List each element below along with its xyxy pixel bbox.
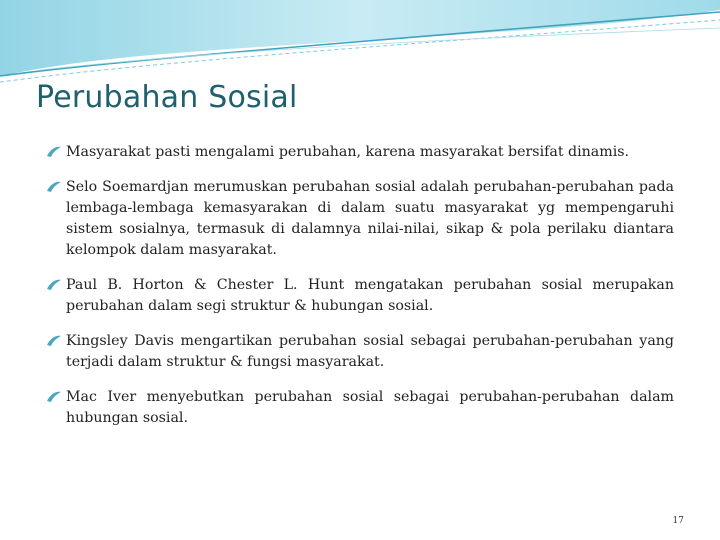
- bullet-item: [46, 331, 674, 373]
- swoosh-bullet-icon: [46, 180, 62, 194]
- header-wave-decoration: [0, 0, 720, 90]
- swoosh-bullet-icon: [46, 278, 62, 292]
- bullet-text: Paul B. Horton & Chester L. Hunt mengatakan perubahan sosial merupakan perubahan dalam segi struktur & hubungan sosial.: [66, 277, 674, 314]
- slide-title: Perubahan Sosial: [36, 80, 298, 115]
- bullet-list: [46, 142, 674, 443]
- bullet-item: [46, 177, 674, 261]
- bullet-item: [46, 275, 674, 317]
- bullet-text: Selo Soemardjan merumuskan perubahan sosial adalah perubahan-perubahan pada lembaga-lembaga kemasyarakan di dalam suatu masyarakat yg mempengaruhi sistem sosialnya, termasuk di dalamnya nilai-nilai, sikap & pola perilaku diantara kelompok dalam masyarakat.: [66, 179, 674, 258]
- page-number: 17: [672, 516, 684, 526]
- swoosh-bullet-icon: [46, 390, 62, 404]
- bullet-text: Mac Iver menyebutkan perubahan sosial sebagai perubahan-perubahan dalam hubungan sosial.: [66, 389, 674, 426]
- bullet-text: Kingsley Davis mengartikan perubahan sosial sebagai perubahan-perubahan yang terjadi dalam struktur & fungsi masyarakat.: [66, 333, 674, 370]
- swoosh-bullet-icon: [46, 145, 62, 159]
- bullet-item: [46, 387, 674, 429]
- bullet-item: [46, 142, 674, 163]
- bullet-text: Masyarakat pasti mengalami perubahan, karena masyarakat bersifat dinamis.: [66, 144, 630, 160]
- swoosh-bullet-icon: [46, 334, 62, 348]
